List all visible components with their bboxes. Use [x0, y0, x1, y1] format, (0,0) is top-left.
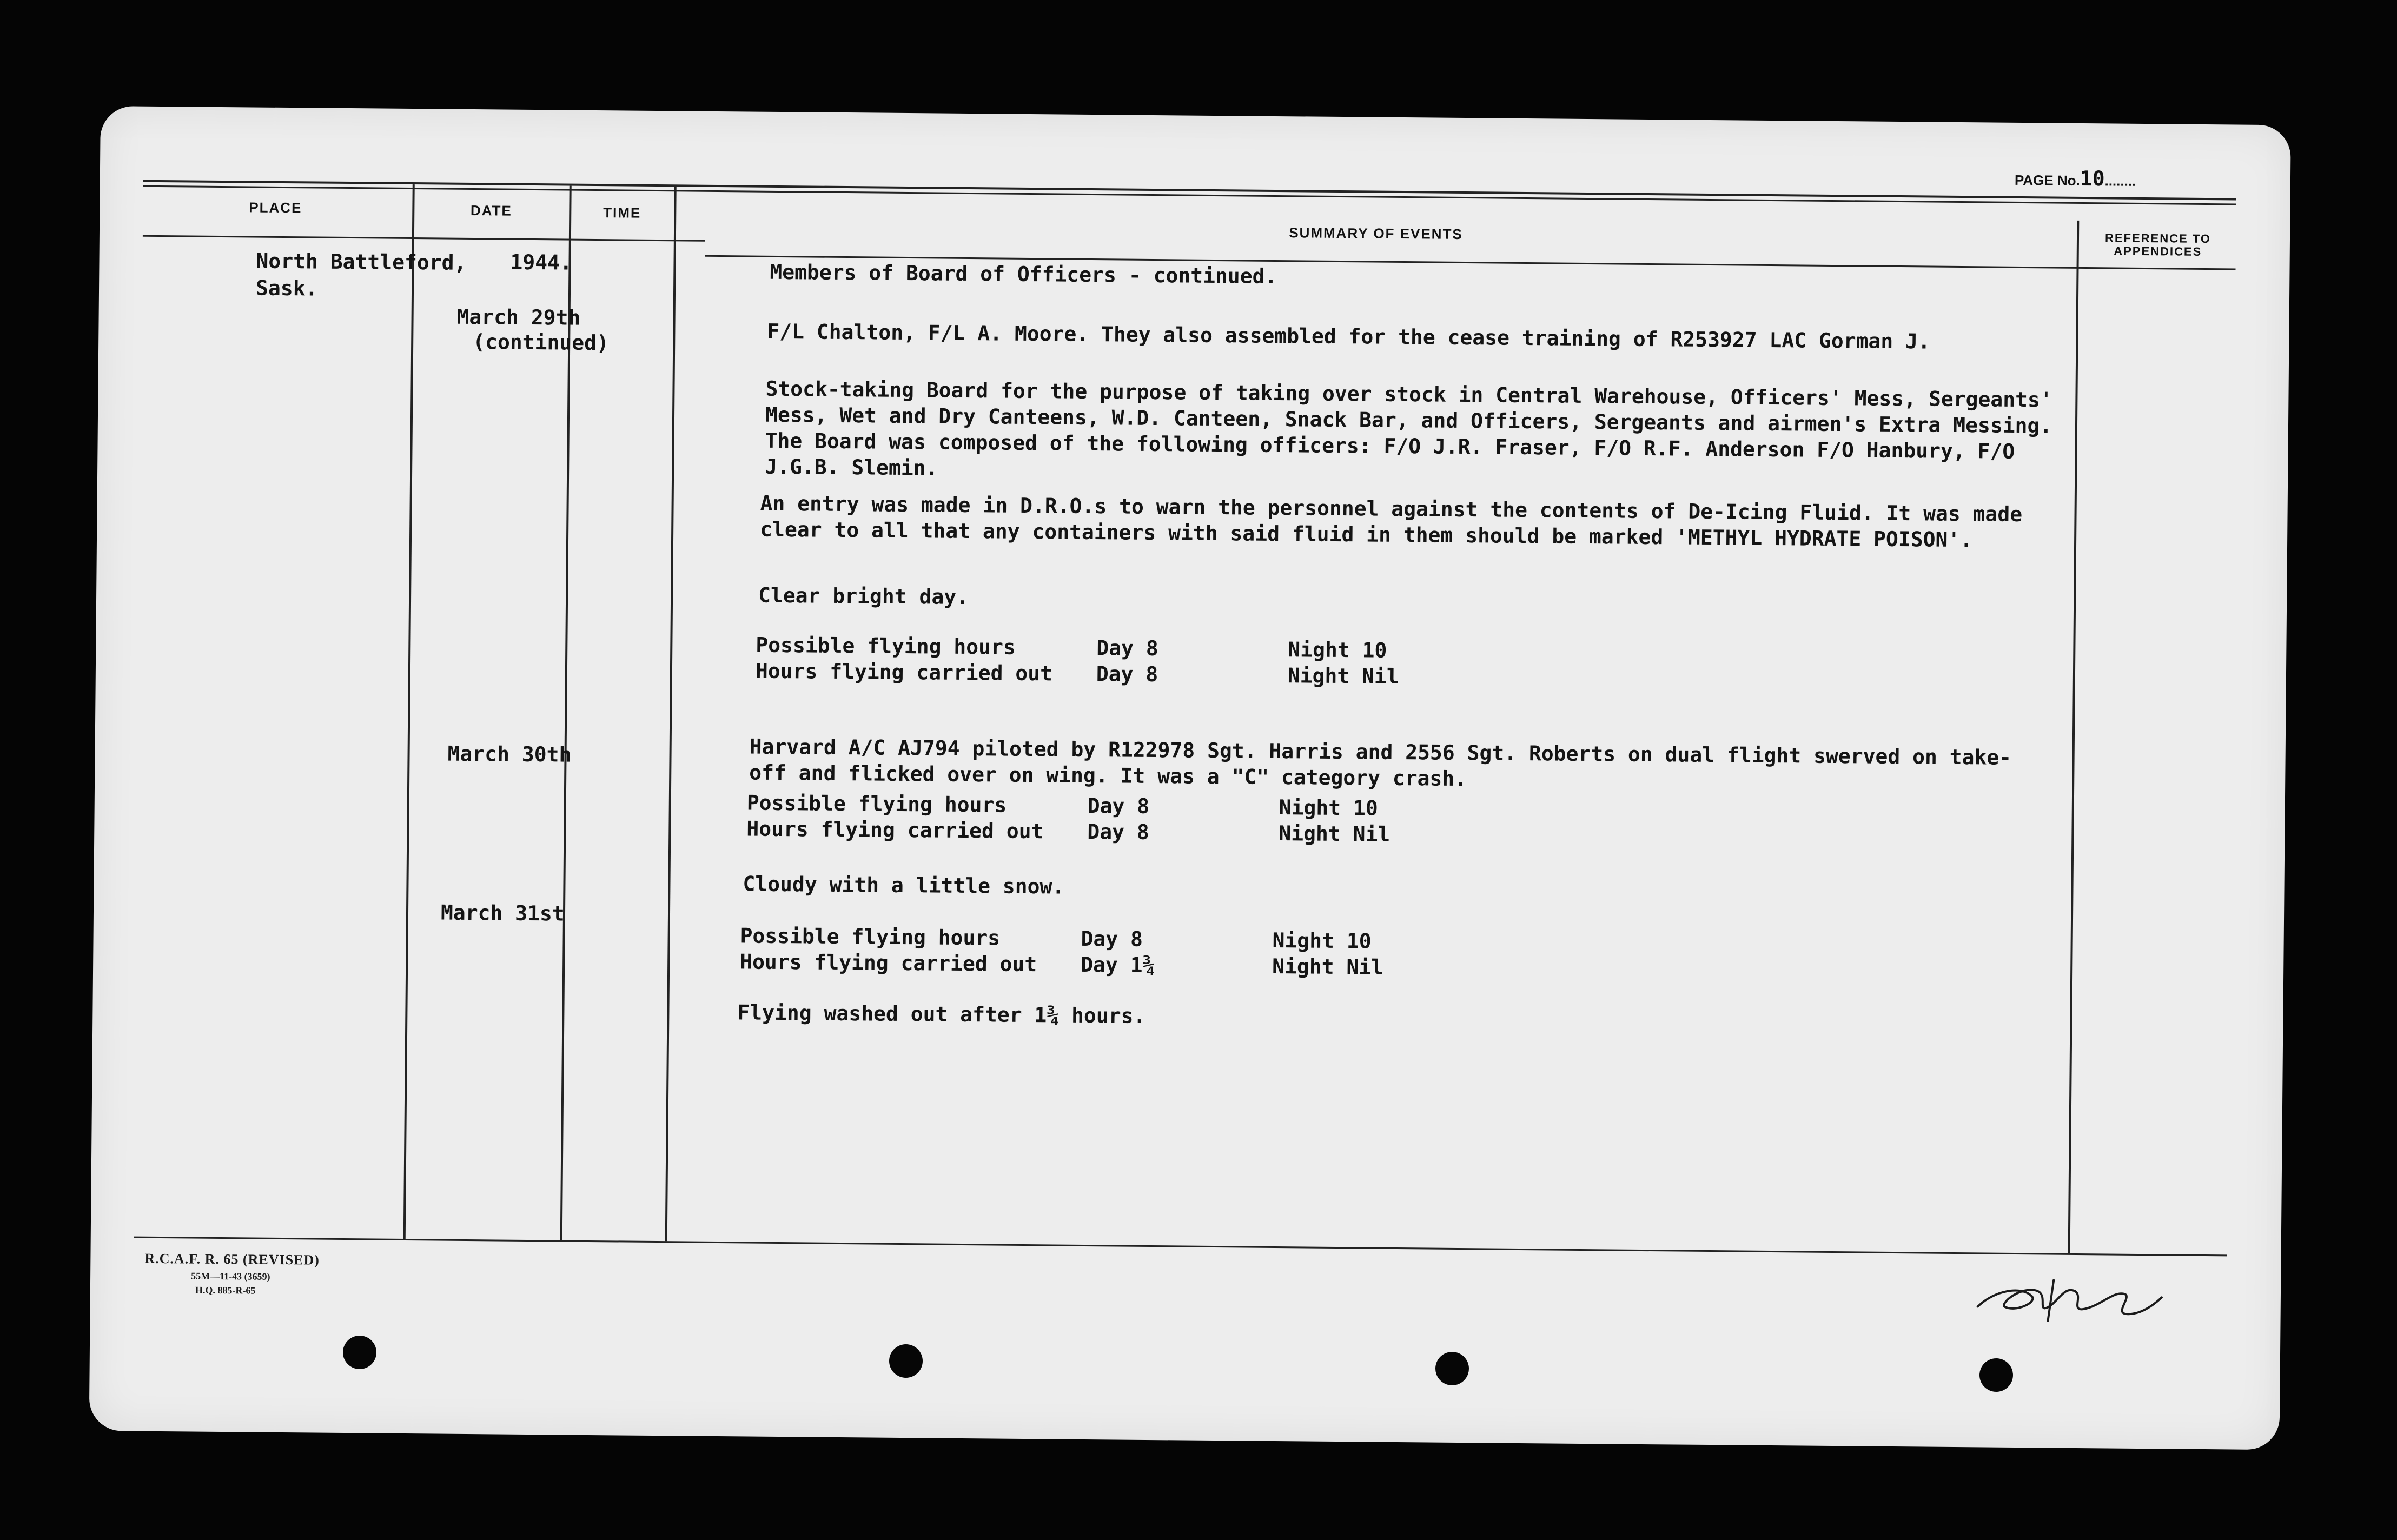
- flying-carried-label-31: Hours flying carried out: [740, 950, 1037, 977]
- header-rule-left: [143, 235, 705, 242]
- flying-possible-day-30: Day 8: [1087, 793, 1150, 818]
- flying-carried-day-29: Day 8: [1096, 662, 1158, 687]
- flying-possible-night-29: Night 10: [1288, 638, 1387, 662]
- bottom-rule: [134, 1237, 2227, 1257]
- punch-hole-4: [1979, 1358, 2013, 1392]
- punch-hole-2: [889, 1344, 923, 1378]
- date-march-29: March 29th: [456, 304, 581, 330]
- flying-possible-label-29: Possible flying hours: [756, 633, 1016, 659]
- form-name: R.C.A.F. R. 65 (REVISED): [144, 1250, 320, 1268]
- flying-possible-label-31: Possible flying hours: [740, 924, 1001, 950]
- summary-reference-divider: [2068, 221, 2080, 1253]
- flying-carried-night-31: Night Nil: [1272, 954, 1384, 979]
- punch-hole-1: [343, 1336, 376, 1369]
- flying-possible-day-29: Day 8: [1096, 636, 1158, 661]
- flying-carried-label-30: Hours flying carried out: [746, 817, 1044, 844]
- flying-carried-night-29: Night Nil: [1287, 663, 1399, 688]
- place-line-2: Sask.: [255, 276, 318, 301]
- date-continued-note: (continued): [473, 330, 610, 355]
- page-number-dots: ........: [2104, 172, 2136, 189]
- page-number-label: PAGE No.: [2014, 171, 2080, 189]
- entry-weather-31: Cloudy with a little snow.: [743, 872, 1065, 899]
- form-hq-code: H.Q. 885-R-65: [195, 1284, 256, 1296]
- form-print-code: 55M—11-43 (3659): [191, 1270, 270, 1282]
- flying-carried-label-29: Hours flying carried out: [755, 659, 1053, 686]
- entry-harvard-crash: Harvard A/C AJ794 piloted by R122978 Sgt. Harris and 2556 Sgt. Roberts on dual flight swerved on take-off and flicked over on wing. It was a "C" category crash.: [749, 734, 2012, 791]
- header-rule-reference: [2079, 267, 2236, 270]
- time-summary-divider: [665, 187, 677, 1241]
- flying-carried-night-30: Night Nil: [1279, 821, 1390, 846]
- entry-de-icing-fluid: An entry was made in D.R.O.s to warn the personnel against the contents of De-Icing Fluid. It was made clear to all that any containers with said fluid in them should be marked 'METHYL HYDRATE POISON'.: [760, 491, 2023, 552]
- punch-hole-3: [1435, 1352, 1469, 1385]
- page-number-value: 10: [2080, 166, 2105, 191]
- flying-possible-night-30: Night 10: [1279, 795, 1378, 820]
- page-number-field: [2015, 166, 2136, 191]
- date-column-header: DATE: [470, 202, 512, 219]
- top-rule: [143, 180, 2236, 201]
- entry-stock-taking-board: Stock-taking Board for the purpose of taking over stock in Central Warehouse, Officers' Mess, Sergeants' Mess, Wet and Dry Canteens, W.D. Canteen, Snack Bar, and Officers, Sergeants and airmen's Extra Messing. The Board was composed of the following officers: F/O J.R. Fraser, F/O R.F. Anderson F/O Hanbury, F/O J.G.B. Slemin.: [765, 376, 2052, 480]
- flying-possible-night-31: Night 10: [1272, 928, 1372, 953]
- reference-column-header: REFERENCE TO APPENDICES: [2104, 231, 2211, 258]
- entry-cease-training: F/L Chalton, F/L A. Moore. They also assembled for the cease training of R253927 LAC Gorman J.: [767, 319, 1931, 354]
- place-line-1: North Battleford,: [256, 249, 467, 275]
- year: 1944.: [510, 250, 573, 275]
- time-column-header: TIME: [603, 204, 641, 221]
- date-march-31: March 31st: [440, 900, 565, 926]
- signature-scrawl: [1972, 1269, 2167, 1335]
- place-column-header: PLACE: [249, 199, 302, 216]
- diary-form-card: [89, 106, 2291, 1450]
- date-march-30: March 30th: [447, 741, 572, 767]
- flying-possible-day-31: Day 8: [1081, 926, 1143, 951]
- entry-flying-washed-out: Flying washed out after 1¾ hours.: [737, 1000, 1146, 1028]
- flying-possible-label-30: Possible flying hours: [746, 791, 1007, 817]
- flying-carried-day-30: Day 8: [1087, 819, 1149, 844]
- entry-weather-29: Clear bright day.: [758, 583, 969, 609]
- entry-board-continued: Members of Board of Officers - continued.: [770, 260, 1277, 288]
- place-date-divider: [403, 184, 415, 1239]
- flying-carried-day-31: Day 1¾: [1081, 952, 1155, 978]
- summary-column-header: SUMMARY OF EVENTS: [1289, 224, 1463, 242]
